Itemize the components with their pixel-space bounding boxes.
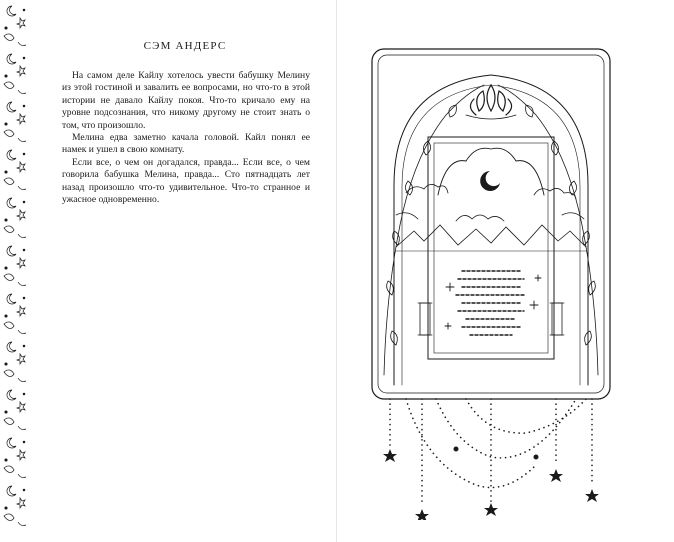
outer-arch: [394, 75, 588, 385]
crescent-moon: [480, 171, 500, 191]
tarot-card-illustration: [366, 45, 616, 520]
running-head: СЭМ АНДЕРС: [143, 40, 227, 52]
body-text: [62, 70, 310, 206]
card-inner-frame: [378, 55, 604, 393]
star-icon: [549, 469, 563, 482]
star-icon: [585, 489, 599, 502]
star-icon: [484, 503, 498, 516]
paragraph: На самом деле Кайлу хотелось увести бабушку Мелину из этой гостиной и завалить ее вопросами, но что-то в этой истории не давало Кайлу покоя. Что-то кричало ему на уровне подсознания, что никому другому не стоит знать о том, что произошло.: [62, 70, 310, 131]
star-icon: [383, 449, 397, 462]
star-icon: [415, 509, 429, 520]
stars-small: [445, 275, 541, 329]
dot: [534, 455, 539, 460]
water-reflection: [456, 271, 526, 335]
paragraph: Мелина едва заметно качала головой. Кайл понял ее намек и ушел в свою комнату.: [62, 132, 310, 156]
hanging-stars: [383, 447, 599, 521]
card-frame: [372, 49, 610, 399]
hanging-chains: [390, 399, 592, 515]
ornamental-border: [0, 0, 30, 542]
mountains: [396, 225, 586, 247]
paragraph: Если все, о чем он догадался, правда... Если все, о чем говорила бабушка Мелина, правда... Сто пятнадцать лет назад произошло что-то удивительное. Что-то странное и ужасное одновременно.: [62, 156, 310, 206]
dot: [454, 447, 459, 452]
lotus-ornament: [466, 85, 516, 119]
